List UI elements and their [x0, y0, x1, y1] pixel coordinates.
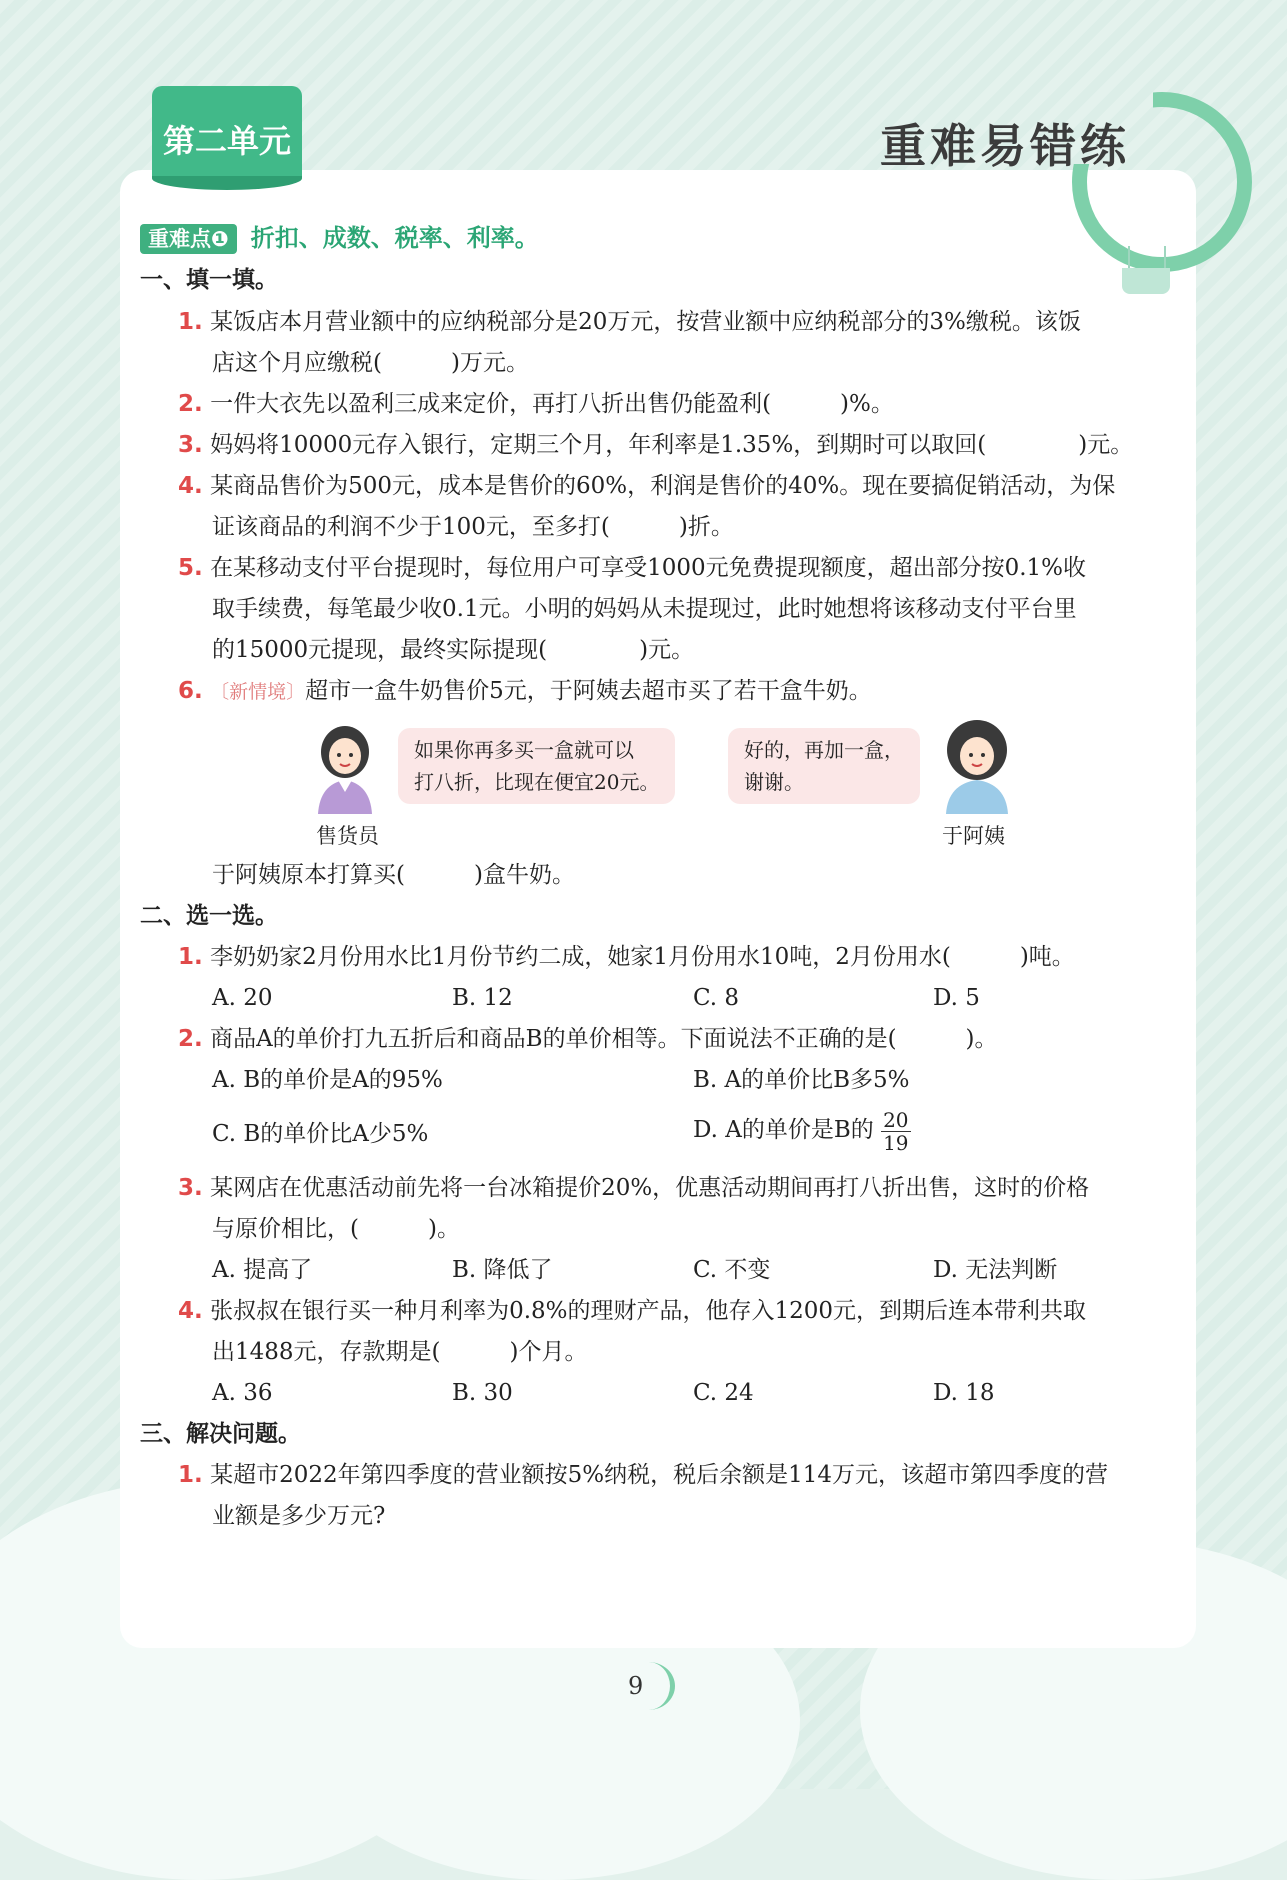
auntie-yu-figure — [938, 718, 1016, 814]
page-title: 重难易错练 — [880, 119, 1130, 173]
option-a[interactable]: A. B的单价是A的95% — [212, 1067, 443, 1093]
option-c[interactable]: C. 24 — [693, 1380, 754, 1406]
option-d[interactable]: D. 5 — [933, 985, 980, 1011]
balloon-string — [1164, 246, 1166, 270]
option-a[interactable]: A. 36 — [212, 1380, 273, 1406]
question-line: 3. 妈妈将10000元存入银行，定期三个月，年利率是1.35%，到期时可以取回( )元。 — [178, 432, 1134, 458]
salesperson-caption: 售货员 — [316, 824, 379, 848]
option-b[interactable]: B. A的单价比B多5% — [693, 1067, 910, 1093]
question-line: 的15000元提现，最终实际提现( )元。 — [212, 637, 695, 663]
question-line: 4. 某商品售价为500元，成本是售价的60%，利润是售价的40%。现在要搞促销活动，为保 — [178, 473, 1116, 499]
salesperson-figure — [310, 722, 380, 814]
question-line: 业额是多少万元? — [212, 1503, 386, 1529]
unit-tab — [152, 86, 302, 178]
question-line: 店这个月应缴税( )万元。 — [212, 350, 529, 376]
key-point — [140, 218, 539, 259]
question-line: 6. 〔新情境〕超市一盒牛奶售价5元，于阿姨去超市买了若干盒牛奶。 — [178, 678, 872, 704]
fraction: $\frac{20}{19}$ — [883, 1107, 909, 1155]
question-line: 2. 一件大衣先以盈利三成来定价，再打八折出售仍能盈利( )%。 — [178, 391, 894, 417]
question-line: 4. 张叔叔在银行买一种月利率为0.8%的理财产品，他存入1200元，到期后连本带利共取 — [178, 1298, 1087, 1324]
option-c[interactable]: C. B的单价比A少5% — [212, 1121, 429, 1147]
option-b[interactable]: B. 30 — [452, 1380, 513, 1406]
question-line: 出1488元，存款期是( )个月。 — [212, 1339, 588, 1365]
balloon-basket — [1122, 268, 1170, 294]
question-line: 1. 李奶奶家2月份用水比1月份节约二成，她家1月份用水10吨，2月份用水( )吨。 — [178, 944, 1075, 970]
section-heading: 二、选一选。 — [140, 903, 278, 929]
new-scenario-tag: 〔新情境〕 — [210, 681, 306, 703]
question-line: 5. 在某移动支付平台提现时，每位用户可享受1000元免费提现额度，超出部分按0.1%收 — [178, 555, 1087, 581]
question-line: 证该商品的利润不少于100元，至多打( )折。 — [212, 514, 734, 540]
option-a[interactable]: A. 20 — [212, 985, 273, 1011]
option-b[interactable]: B. 降低了 — [452, 1257, 553, 1283]
salesperson-speech-bubble: 如果你再多买一盒就可以 打八折，比现在便宜20元。 — [398, 728, 675, 804]
auntie-caption: 于阿姨 — [942, 824, 1005, 848]
unit-label: 第二单元 — [162, 122, 291, 160]
section-heading: 三、解决问题。 — [140, 1421, 301, 1447]
question-line: 取手续费，每笔最少收0.1元。小明的妈妈从未提现过，此时她想将该移动支付平台里 — [212, 596, 1077, 622]
option-c[interactable]: C. 8 — [693, 985, 740, 1011]
question-line: 2. 商品A的单价打九五折后和商品B的单价相等。下面说法不正确的是( )。 — [178, 1026, 998, 1052]
question-line: 1. 某饭店本月营业额中的应纳税部分是20万元，按营业额中应纳税部分的3%缴税。该饭 — [178, 309, 1081, 335]
section-heading: 一、填一填。 — [140, 267, 278, 293]
page-number: 9 — [628, 1672, 644, 1700]
option-d[interactable]: D. A的单价是B的 $\frac{20}{19}$ — [693, 1107, 909, 1155]
key-point-title: 折扣、成数、税率、利率。 — [250, 224, 539, 252]
question-line: 1. 某超市2022年第四季度的营业额按5%纳税，税后余额是114万元，该超市第四季度的营 — [178, 1462, 1108, 1488]
key-point-badge: 重难点❶ — [140, 224, 237, 254]
question-line: 于阿姨原本打算买( )盒牛奶。 — [212, 862, 575, 888]
option-c[interactable]: C. 不变 — [693, 1257, 771, 1283]
balloon-string — [1128, 246, 1130, 270]
option-a[interactable]: A. 提高了 — [212, 1257, 313, 1283]
option-b[interactable]: B. 12 — [452, 985, 513, 1011]
auntie-speech-bubble: 好的，再加一盒， 谢谢。 — [728, 728, 920, 804]
question-line: 与原价相比，( )。 — [212, 1216, 460, 1242]
option-d[interactable]: D. 无法判断 — [933, 1257, 1058, 1283]
option-d[interactable]: D. 18 — [933, 1380, 995, 1406]
question-line: 3. 某网店在优惠活动前先将一台冰箱提价20%，优惠活动期间再打八折出售，这时的价格 — [178, 1175, 1090, 1201]
